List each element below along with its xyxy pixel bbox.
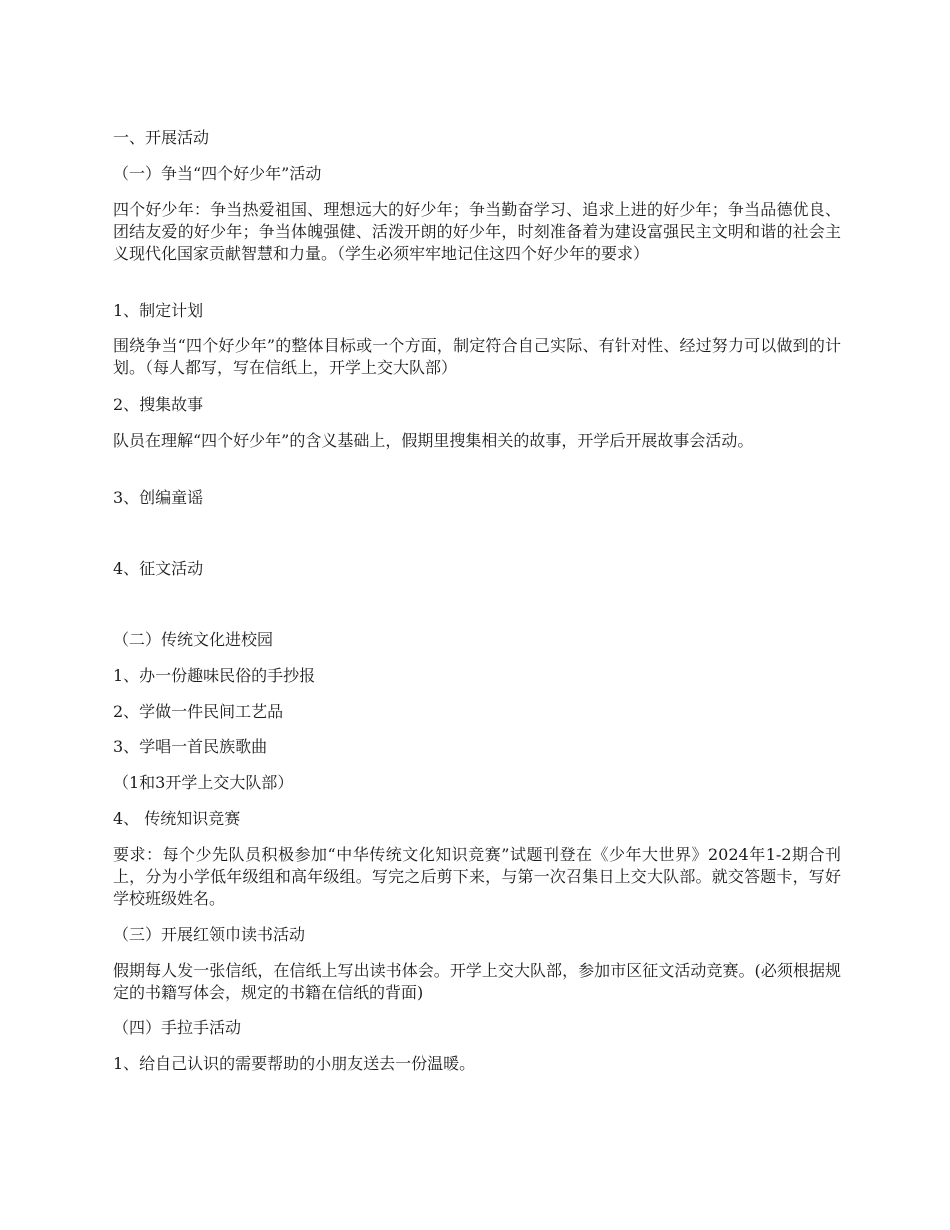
paragraph-knowledge-contest: 要求：每个少先队员积极参加“中华传统文化知识竞赛”试题刊登在《少年大世界》2024年1-2期合刊上，分为小学低年级组和高年级组。写完之后剪下来，与第一次召集日上交大队部。就交答题卡，写好学校班级姓名。	[113, 845, 841, 908]
paragraph-make-plan: 围绕争当“四个好少年”的整体目标或一个方面，制定符合自己实际、有针对性、经过努力可以做到的计划。（每人都写，写在信纸上，开学上交大队部）	[113, 336, 841, 377]
paragraph-collect-stories: 队员在理解“四个好少年”的含义基础上，假期里搜集相关的故事，开学后开展故事会活动。	[113, 431, 754, 450]
list-item-folk-craft: 2、学做一件民间工艺品	[113, 702, 284, 721]
subsection-title-four-good-youth: （一）争当“四个好少年”活动	[113, 164, 322, 183]
subsection-title-traditional-culture: （二）传统文化进校园	[113, 630, 274, 649]
item-title-knowledge-contest: 4、 传统知识竞赛	[113, 809, 241, 828]
subsection-title-reading-activity: （三）开展红领巾读书活动	[113, 925, 306, 944]
item-title-essay-activity: 4、征文活动	[113, 559, 204, 578]
list-item-folk-song: 3、学唱一首民族歌曲	[113, 737, 268, 756]
note-submit-items: （1和3开学上交大队部）	[113, 773, 294, 792]
subsection-title-hand-in-hand: （四）手拉手活动	[113, 1018, 242, 1037]
item-title-collect-stories: 2、搜集故事	[113, 395, 204, 414]
item-title-create-rhymes: 3、创编童谣	[113, 488, 204, 507]
item-title-make-plan: 1、制定计划	[113, 301, 204, 320]
paragraph-reading-activity: 假期每人发一张信纸，在信纸上写出读书体会。开学上交大队部，参加市区征文活动竞赛。(必须根据规定的书籍写体会，规定的书籍在信纸的背面)	[113, 961, 841, 1002]
section-heading-activities: 一、开展活动	[113, 128, 210, 147]
list-item-folk-newspaper: 1、办一份趣味民俗的手抄报	[113, 666, 316, 685]
list-item-send-warmth: 1、给自己认识的需要帮助的小朋友送去一份温暖。	[113, 1054, 476, 1073]
paragraph-four-good-youth-intro: 四个好少年：争当热爱祖国、理想远大的好少年；争当勤奋学习、追求上进的好少年；争当品德优良、团结友爱的好少年；争当体魄强健、活泼开朗的好少年，时刻准备着为建设富强民主文明和谐的社会主义现代化国家贡献智慧和力量。（学生必须牢牢地记住这四个好少年的要求）	[113, 200, 841, 263]
